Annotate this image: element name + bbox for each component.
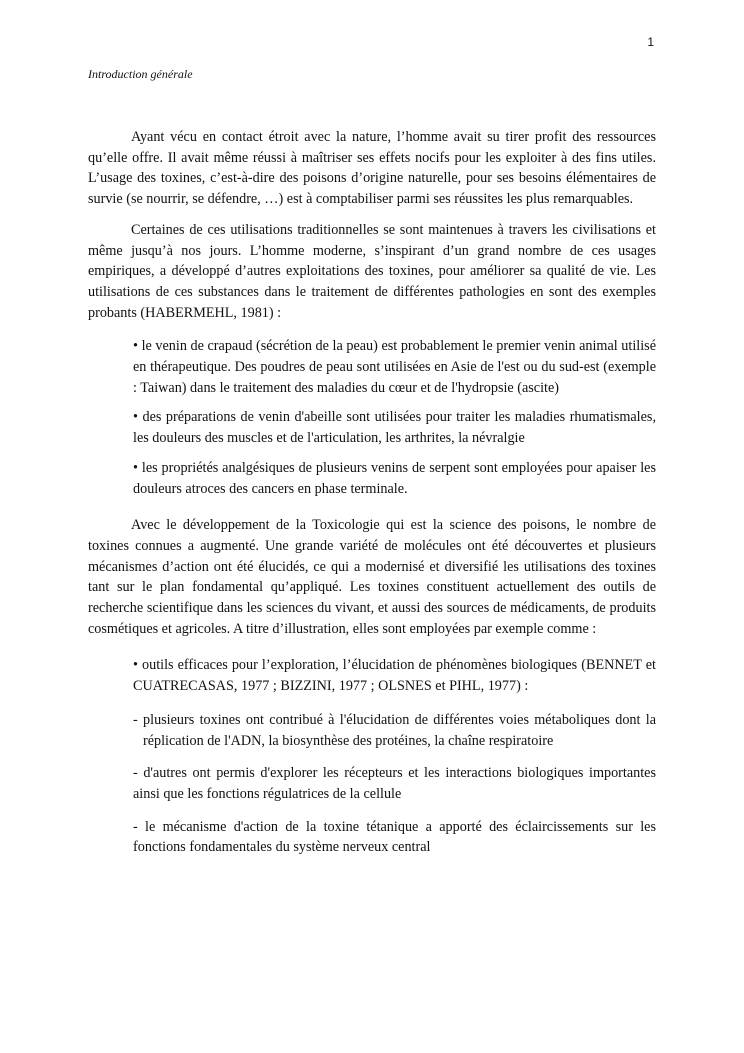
sub-list-item: - plusieurs toxines ont contribué à l'élucidation de différentes voies métaboliques dont la réplication de l'ADN, la biosynthèse des protéines, la chaîne respiratoire: [133, 711, 656, 749]
list-item-tools: • outils efficaces pour l’exploration, l’élucidation de phénomènes biologiques (BENNET et CUATRECASAS, 1977 ; BIZZINI, 1977 ; OLSNES et PIHL, 1977) :: [133, 657, 656, 695]
therapeutic-uses-list: [133, 336, 656, 499]
paragraph-traditional-uses: Certaines de ces utilisations traditionnelles se sont maintenues à travers les civilisations et même jusqu’à nos jours. L’homme moderne, s’inspirant d’un grand nombre de ces usages empiriques, a développé d’autres exploitations des toxines, pour améliorer sa qualité de vie. Les utilisations de ces substances dans le traitement de différentes pathologies en sont des exemples probants (HABERMEHL, 1981) :: [88, 221, 656, 321]
document-body: [88, 127, 656, 858]
sub-list-item: - d'autres ont permis d'explorer les récepteurs et les interactions biologiques importantes ainsi que les fonctions régulatrices de la cellule: [133, 765, 656, 802]
page-number: 1: [647, 35, 654, 49]
list-item: • le venin de crapaud (sécrétion de la peau) est probablement le premier venin animal utilisé en thérapeutique. Des poudres de peau sont utilisées en Asie de l'est ou du sud-est (exemple : Taiwan) dans le traitement des maladies du cœur et de l'hydropsie (ascite): [133, 338, 656, 396]
sub-list-item: - le mécanisme d'action de la toxine tétanique a apporté des éclaircissements sur les fonctions fondamentales du système nerveux central: [133, 818, 656, 856]
running-header: Introduction générale: [88, 67, 193, 81]
tools-list: [133, 655, 656, 696]
list-item: • des préparations de venin d'abeille sont utilisées pour traiter les maladies rhumatismales, les douleurs des muscles et de l'articulation, les arthrites, la névralgie: [133, 409, 656, 447]
research-uses-sublist: [133, 710, 656, 858]
paragraph-intro: Ayant vécu en contact étroit avec la nature, l’homme avait su tirer profit des ressources qu’elle offre. Il avait même réussi à maîtriser ses effets nocifs pour les exploiter à des fins utiles. L’usage des toxines, c’est-à-dire des poisons d’origine naturelle, pour ses besoins élémentaires de survie (se nourrir, se défendre, …) est à comptabiliser parmi ses réussites les plus remarquables.: [88, 129, 656, 208]
paragraph-toxicology: Avec le développement de la Toxicologie qui est la science des poisons, le nombre de toxines connues a augmenté. Une grande variété de molécules ont été découvertes et plusieurs mécanismes d’action ont été élucidés, ce qui a modernisé et diversifié les utilisations des toxines tant sur le plan fondamental qu’appliqué. Les toxines constituent actuellement des outils de recherche scientifique dans les sciences du vivant, et aussi des sources de médicaments, de produits cosmétiques et agricoles. A titre d’illustration, elles sont employées par exemple comme :: [88, 517, 656, 637]
list-item: • les propriétés analgésiques de plusieurs venins de serpent sont employées pour apaiser les douleurs atroces des cancers en phase terminale.: [133, 459, 656, 497]
